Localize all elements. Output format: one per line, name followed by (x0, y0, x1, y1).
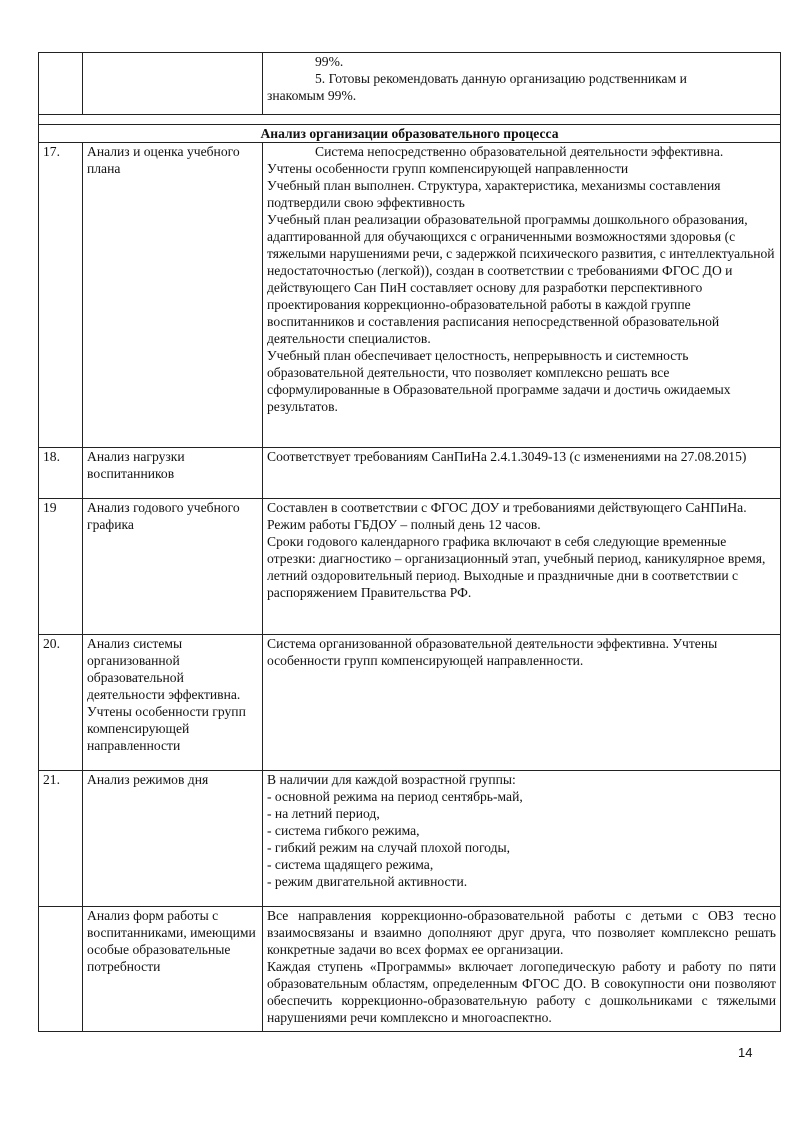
content-line: - на летний период, (267, 806, 380, 821)
content-line: Система организованной образовательной деятельности эффективна. Учтены особенности групп компенсирующей направленности. (267, 636, 718, 668)
row-number (39, 53, 83, 115)
table-row (39, 115, 781, 125)
table-row (39, 448, 781, 499)
row-content (263, 448, 781, 499)
row-indicator: Анализ режимов дня (83, 771, 263, 907)
row-indicator: Анализ годового учебного графика (83, 499, 263, 635)
page-number: 14 (738, 1045, 753, 1060)
content-line: - система щадящего режима, (267, 857, 434, 872)
row-number: 17. (39, 143, 83, 448)
content-line: - гибкий режим на случай плохой погоды, (267, 840, 511, 855)
row-content (263, 499, 781, 635)
row-content (263, 771, 781, 907)
row-indicator: Анализ системы организованной образовательной деятельности эффективна. Учтены особенности групп компенсирующей направленности (83, 635, 263, 771)
content-line: Учебный план выполнен. Структура, характеристика, механизмы составления подтвердили свою эффективность (267, 178, 721, 210)
content-line: Учебный план обеспечивает целостность, непрерывность и системность образовательной деятельности, что позволяет комплексно решать все сформулированные в Образовательной программе задачи и достичь ожидаемых результатов. (267, 348, 731, 414)
section-title: Анализ организации образовательного процесса (39, 125, 781, 143)
row-content (263, 635, 781, 771)
table-row (39, 499, 781, 635)
row-number: 20. (39, 635, 83, 771)
content-line: Соответствует требованиям СанПиНа 2.4.1.3049-13 (с изменениями на 27.08.2015) (267, 449, 747, 464)
row-indicator: Анализ нагрузки воспитанников (83, 448, 263, 499)
row-number: 18. (39, 448, 83, 499)
content-line: знакомым 99%. (267, 88, 357, 103)
table-row (39, 53, 781, 115)
row-number: 19 (39, 499, 83, 635)
table-row (39, 907, 781, 1032)
content-line: 5. Готовы рекомендовать данную организацию родственникам и (315, 71, 687, 86)
content-line: Система непосредственно образовательной деятельности эффективна. (315, 144, 724, 159)
row-number: 21. (39, 771, 83, 907)
row-indicator (83, 53, 263, 115)
section-row (39, 125, 781, 143)
table-row (39, 771, 781, 907)
content-line: Учтены особенности групп компенсирующей направленности (267, 161, 629, 176)
table-row (39, 635, 781, 771)
content-line: - система гибкого режима, (267, 823, 420, 838)
row-number (39, 907, 83, 1032)
spacer-cell (39, 115, 781, 125)
row-indicator: Анализ форм работы с воспитанниками, имеющими особые образовательные потребности (83, 907, 263, 1032)
content-line: Каждая ступень «Программы» включает логопедическую работу и работу по пяти образовательным областям, определенным ФГОС ДО. В совокупности они позволяют обеспечить коррекционно-образовательную работу с дошкольниками с тяжелыми нарушениями речи комплексно и многоаспектно. (267, 959, 776, 1025)
content-line: Все направления коррекционно-образовательной работы с детьми с ОВЗ тесно взаимосвязаны и взаимно дополняют друг друга, что позволяет комплексно решать конкретные задачи во всех формах ее организации. (267, 908, 776, 957)
analysis-table (38, 52, 781, 1032)
row-indicator: Анализ и оценка учебного плана (83, 143, 263, 448)
content-line: В наличии для каждой возрастной группы: (267, 772, 516, 787)
content-line: Сроки годового календарного графика включают в себя следующие временные отрезки: диагностико – организационный этап, учебный период, каникулярное время, летний оздоровительный период. Выходные и праздничные дни в соответствии с распоряжением Правительства РФ. (267, 534, 766, 600)
content-line: - основной режима на период сентябрь-май, (267, 789, 523, 804)
content-line: - режим двигательной активности. (267, 874, 468, 889)
content-line: 99%. (315, 54, 344, 69)
row-content (263, 143, 781, 448)
row-content (263, 53, 781, 115)
content-line: Учебный план реализации образовательной программы дошкольного образования, адаптированной для обучающихся с ограниченными возможностями здоровья (с тяжелыми нарушениями речи, с задержкой психического развития, с интеллектуальной недостаточностью (легкой)), создан в соответствии с требованиями ФГОС ДО и действующего Сан ПиН составляет основу для разработки перспективного проектирования коррекционно-образовательной работы в каждой группе воспитанников и составления расписания непосредственной образовательной деятельности специалистов. (267, 212, 775, 346)
table-row (39, 143, 781, 448)
row-content (263, 907, 781, 1032)
content-line: Составлен в соответствии с ФГОС ДОУ и требованиями действующего СаНПиНа. Режим работы ГБДОУ – полный день 12 часов. (267, 500, 747, 532)
